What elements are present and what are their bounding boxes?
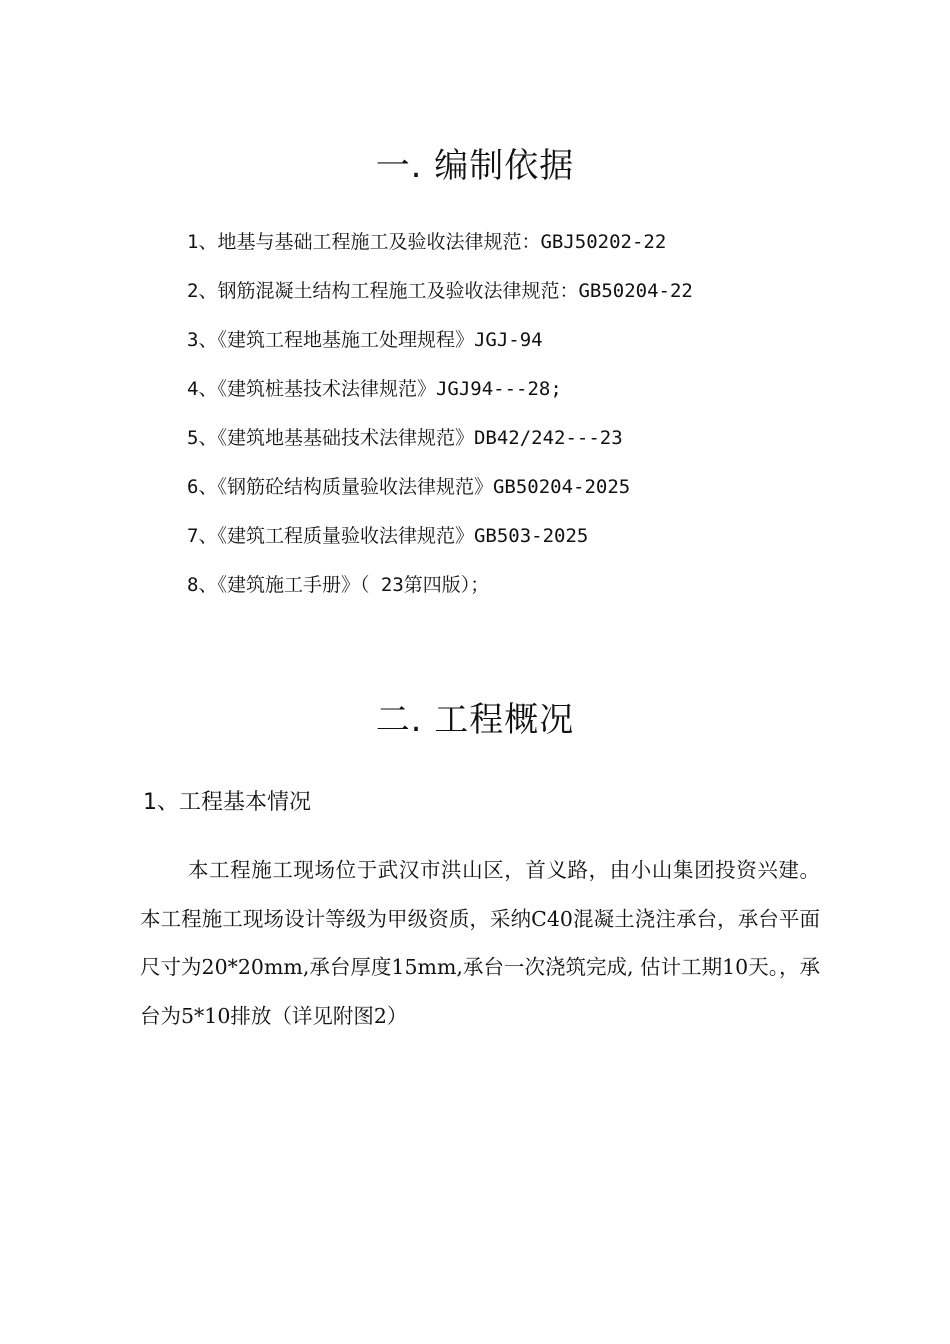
reference-item-3: 3、《建筑工程地基施工处理规程》JGJ-94 — [187, 329, 543, 351]
section-1-heading: 一. 编制依据 — [375, 146, 575, 186]
reference-list — [187, 226, 693, 618]
reference-item-7: 7、《建筑工程质量验收法律规范》GB503-2025 — [187, 525, 589, 547]
reference-item-6: 6、《钢筋砼结构质量验收法律规范》GB50204-2025 — [187, 476, 631, 498]
reference-item-5: 5、《建筑地基基础技术法律规范》DB42/242---23 — [187, 427, 623, 449]
project-overview-paragraph: 本工程施工现场位于武汉市洪山区，首义路，由小山集团投资兴建。本工程施工现场设计等级为甲级资质，采纳C40混凝土浇注承台，承台平面尺寸为20*20mm,承台厚度15mm,承台一次浇筑完成, 估计工期10天。，承台为5*10排放（详见附图2） — [140, 858, 820, 1028]
reference-item-1: 1、地基与基础工程施工及验收法律规范：GBJ50202-22 — [187, 231, 667, 253]
section-2-heading: 二. 工程概况 — [375, 700, 575, 740]
reference-item-8: 8、《建筑施工手册》（ 23第四版）； — [187, 574, 490, 596]
subsection-heading: 1、工程基本情况 — [143, 790, 311, 815]
reference-item-2: 2、钢筋混凝土结构工程施工及验收法律规范：GB50204-22 — [187, 280, 693, 302]
reference-item-4: 4、《建筑桩基技术法律规范》JGJ94---28; — [187, 378, 562, 400]
